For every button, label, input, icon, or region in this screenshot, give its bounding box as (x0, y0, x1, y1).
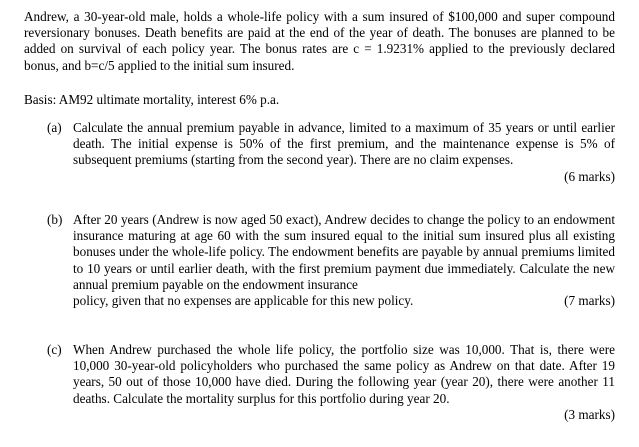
basis-line: Basis: AM92 ultimate mortality, interest 6% p.a. (24, 92, 280, 107)
part-a-text: Calculate the annual premium payable in advance, limited to a maximum of 35 years or until earlier death. The initial expense is 50% of the first premium, and the maintenance expense is 5% of subsequent premiums (starting from the second year). There are no claim expenses. (73, 120, 615, 168)
part-c (47, 342, 615, 423)
part-a (47, 120, 615, 185)
part-b-label: (b) (47, 212, 63, 227)
part-c-label: (c) (47, 342, 62, 357)
part-b (47, 212, 615, 309)
part-c-marks: (3 marks) (564, 406, 615, 422)
part-a-label: (a) (47, 120, 62, 135)
part-b-text-last: policy, given that no expenses are applicable for this new policy. (73, 293, 414, 309)
intro-paragraph: Andrew, a 30-year-old male, holds a whole-life policy with a sum insured of $100,000 and super compound reversionary bonuses. Death benefits are paid at the end of the year of death. The bonuses are planned to be added on survival of each policy year. The bonus rates are c = 1.9231% applied to the previously declared bonus, and b=c/5 applied to the initial sum insured. (24, 9, 615, 73)
part-b-text: After 20 years (Andrew is now aged 50 exact), Andrew decides to change the policy to an endowment insurance maturing at age 60 with the sum insured equal to the initial sum insured plus all existing bonuses under the whole-life policy. The endowment benefits are payable by annual premiums limited to 10 years or until earlier death, with the first premium payment due immediately. Calculate the new annual premium payable on the endowment insurance (73, 212, 615, 292)
part-c-text: When Andrew purchased the whole life policy, the portfolio size was 10,000. That is, there were 10,000 30-year-old policyholders who purchased the same policy as Andrew on that date. After 19 years, 50 out of those 10,000 have died. During the following year (year 20), there were another 11 deaths. Calculate the mortality surplus for this portfolio during year 20. (73, 342, 615, 406)
part-a-marks: (6 marks) (564, 168, 615, 184)
part-b-marks: (7 marks) (564, 293, 615, 309)
